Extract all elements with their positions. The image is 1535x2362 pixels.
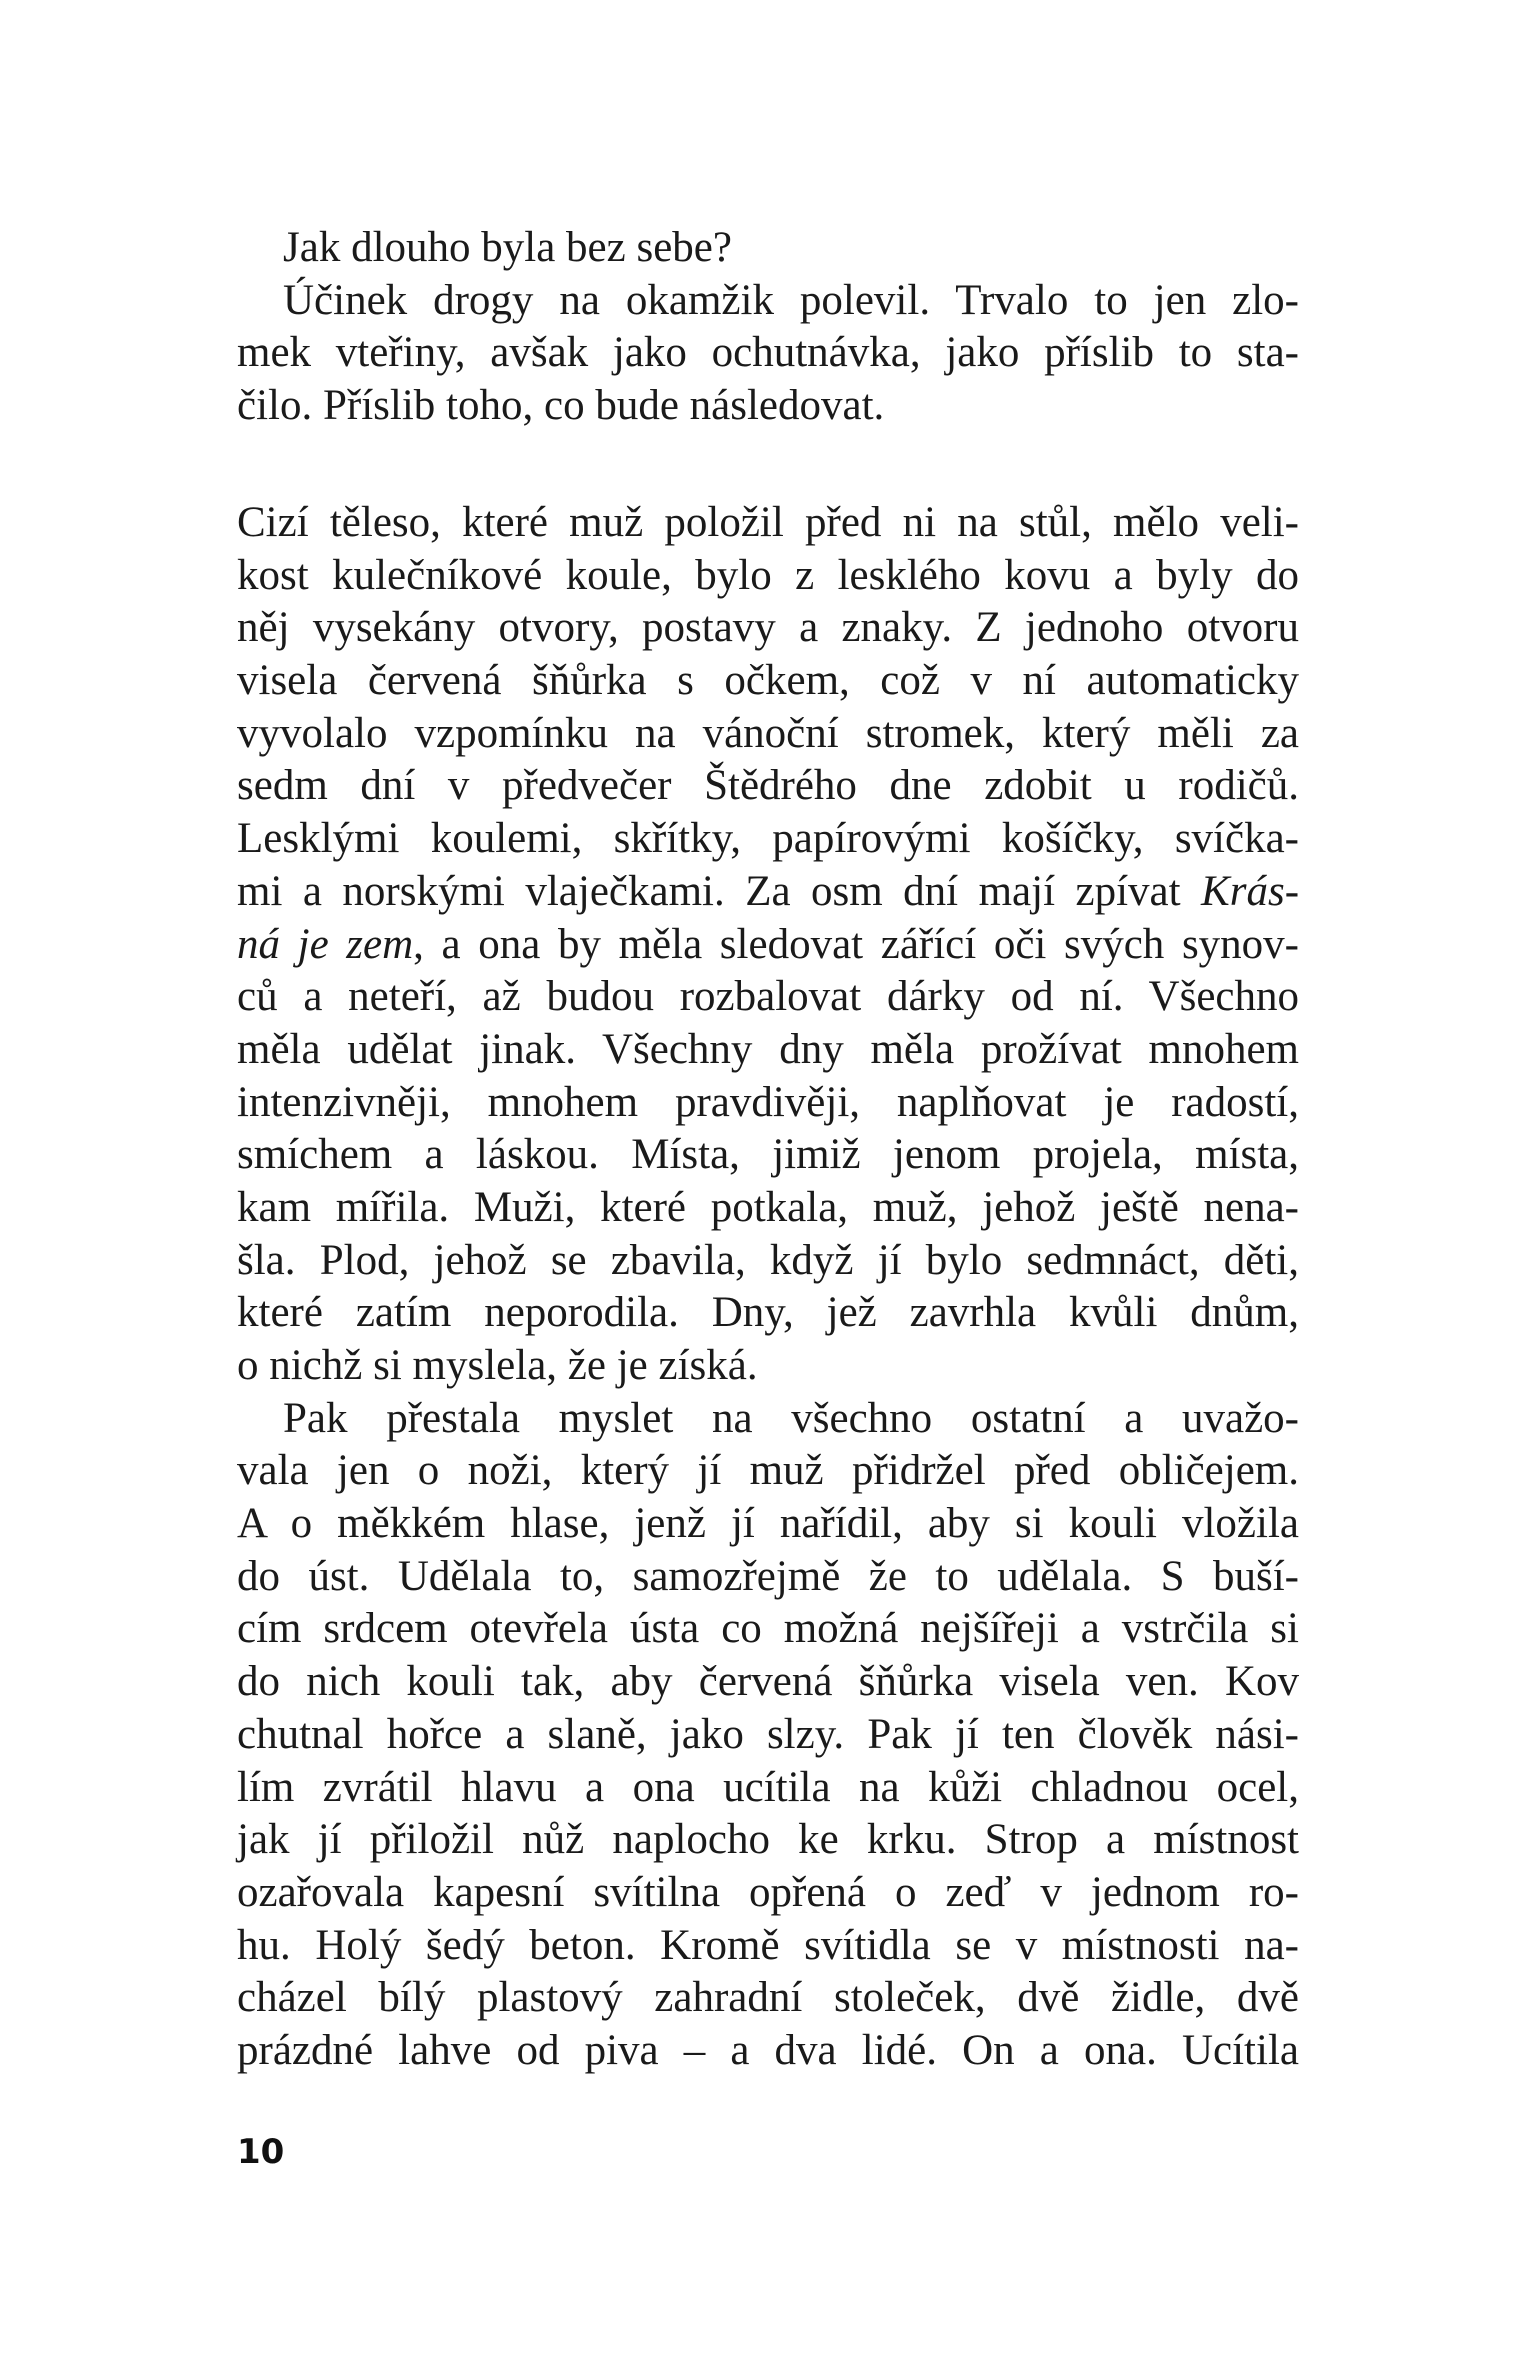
text-line: jak jí přiložil nůž naplocho ke krku. Strop a místnost [237,1816,1299,1864]
text-line: visela červená šňůrka s očkem, což v ní automaticky [237,657,1299,705]
text-block-opening [237,222,1299,433]
text-line: něj vysekány otvory, postavy a znaky. Z jednoho otvoru [237,604,1299,652]
text-line: měla udělat jinak. Všechny dny měla prožívat mnohem [237,1025,1299,1073]
text-line: vyvolalo vzpomínku na vánoční stromek, který měli za [237,709,1299,757]
text-line: cím srdcem otevřela ústa co možná nejšířeji a vstrčila si [237,1605,1299,1653]
text-line: do úst. Udělala to, samozřejmě že to udělala. S buší- [237,1552,1299,1600]
text-line: chutnal hořce a slaně, jako slzy. Pak jí ten člověk nási- [237,1710,1299,1758]
text-line: kam mířila. Muži, které potkala, muž, jehož ještě nena- [237,1183,1299,1231]
text-line: Lesklými koulemi, skřítky, papírovými košíčky, svíčka- [237,815,1299,863]
text-block-main [237,497,1299,2078]
text-line: Účinek drogy na okamžik polevil. Trvalo to jen zlo- [283,276,1299,324]
text-line: o nichž si myslela, že je získá. [237,1342,758,1389]
italic-title: Krás- [1201,867,1300,915]
text-line [237,866,1299,919]
text-line: sedm dní v předvečer Štědrého dne zdobit u rodičů. [237,762,1299,810]
text-line: které zatím neporodila. Dny, jež zavrhla kvůli dnům, [237,1289,1299,1337]
text-line: Jak dlouho byla bez sebe? [283,224,732,271]
text-line: A o měkkém hlase, jenž jí nařídil, aby si kouli vložila [237,1500,1299,1548]
text-line: intenzivněji, mnohem pravdivěji, naplňovat je radostí, [237,1078,1299,1126]
text-line [237,919,1299,972]
text-line: šla. Plod, jehož se zbavila, když jí bylo sedmnáct, děti, [237,1236,1299,1284]
text-line: kost kulečníkové koule, bylo z lesklého kovu a byly do [237,551,1299,599]
text-line: smíchem a láskou. Místa, jimiž jenom projela, místa, [237,1131,1299,1179]
text-line: hu. Holý šedý beton. Kromě svítidla se v místnosti na- [237,1921,1299,1969]
text-line: Cizí těleso, které muž položil před ni na stůl, mělo veli- [237,499,1299,546]
text-segment: , a ona by měla sledovat zářící oči svých synov- [413,920,1299,968]
text-line: lím zvrátil hlavu a ona ucítila na kůži chladnou ocel, [237,1763,1299,1811]
text-line: prázdné lahve od piva – a dva lidé. On a ona. Ucítila [237,2026,1299,2074]
text-line: vala jen o noži, který jí muž přidržel před obličejem. [237,1447,1299,1495]
text-line: ců a neteří, až budou rozbalovat dárky od ní. Všechno [237,973,1299,1021]
text-line: ozařovala kapesní svítilna opřená o zeď v jednom ro- [237,1868,1299,1916]
text-line: čilo. Příslib toho, co bude následovat. [237,382,885,430]
italic-title: ná je zem [237,920,414,968]
page-number: 10 [237,2132,285,2172]
text-line: Pak přestala myslet na všechno ostatní a uvažo- [283,1394,1299,1442]
text-segment: mi a norskými vlaječkami. Za osm dní mají zpívat [237,867,1181,915]
text-line: cházel bílý plastový zahradní stoleček, dvě židle, dvě [237,1974,1299,2022]
text-line: do nich kouli tak, aby červená šňůrka visela ven. Kov [237,1658,1299,1706]
text-line: mek vteřiny, avšak jako ochutnávka, jako příslib to sta- [237,329,1299,377]
